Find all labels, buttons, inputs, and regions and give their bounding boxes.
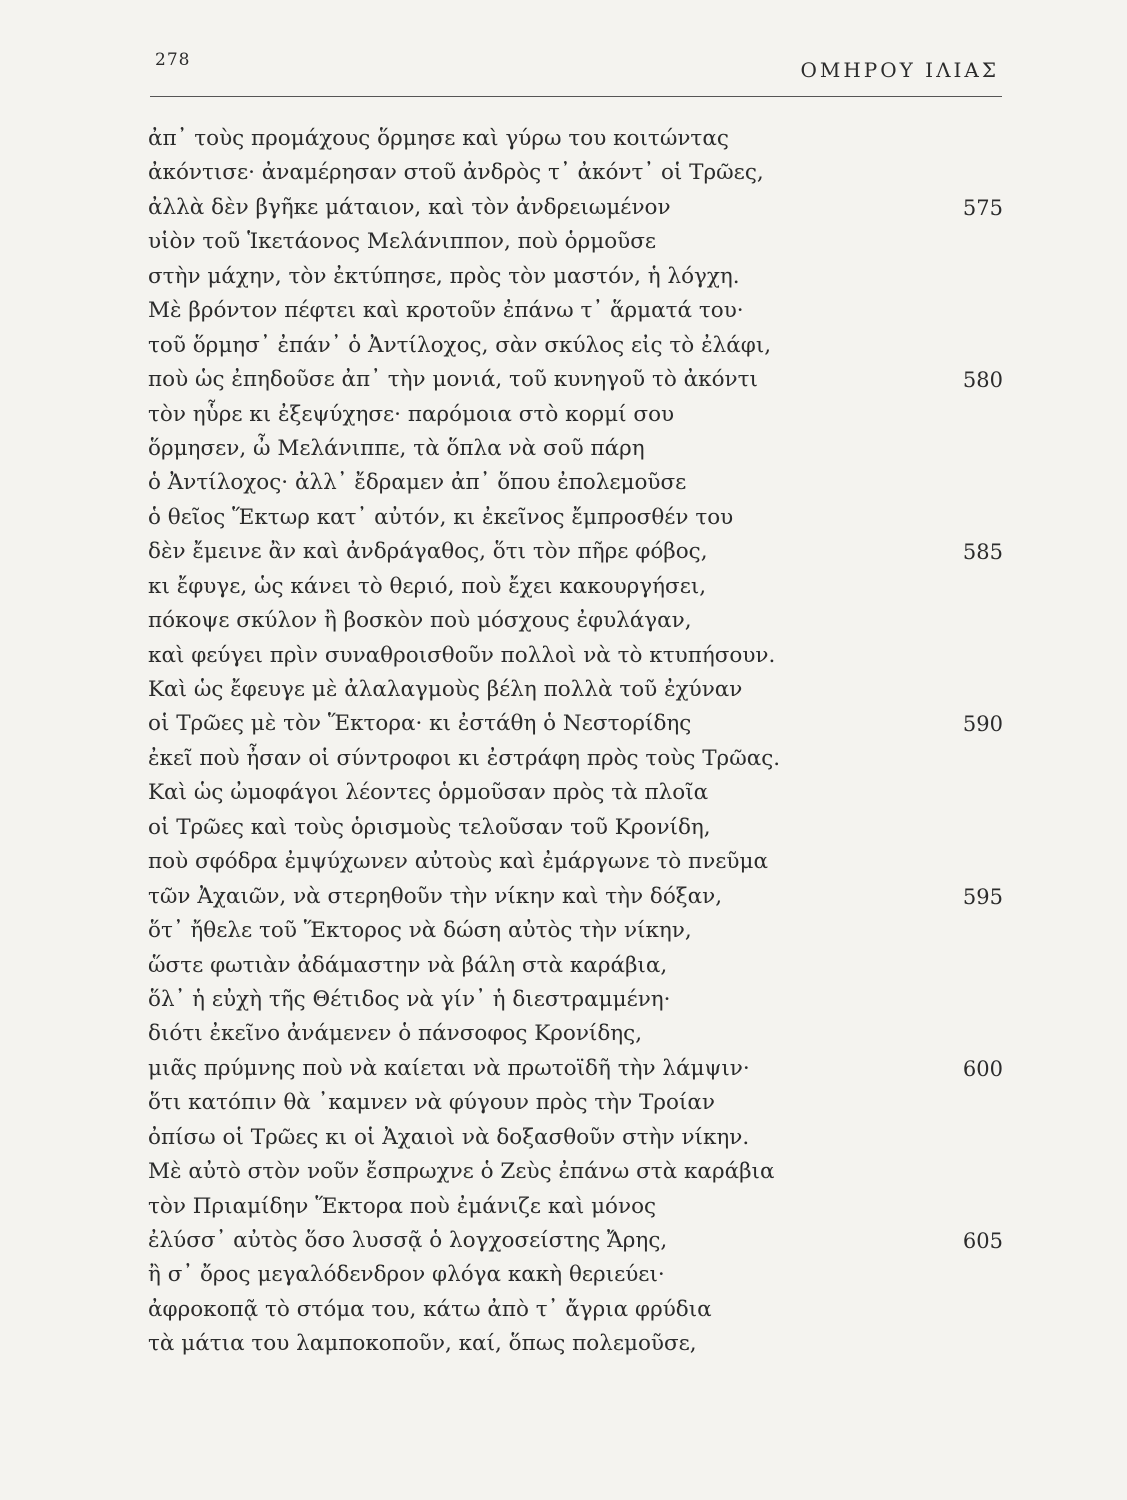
verse-line: [148, 1258, 1003, 1292]
verse-line: [148, 329, 1003, 363]
verse-text: Καὶ ὡς ἔφευγε μὲ ἀλαλαγμοὺς βέλη πολλὰ τοῦ ἐχύναν: [148, 677, 743, 702]
verse-line: [148, 604, 1003, 638]
verse-line: [148, 949, 1003, 983]
verse-text: Μὲ βρόντον πέφτει καὶ κροτοῦν ἐπάνω τ᾽ ἅρματά του·: [148, 298, 744, 324]
verse-line: [148, 983, 1003, 1017]
line-number: 600: [962, 1056, 1003, 1081]
verse-text: ὁ Ἀντίλοχος· ἀλλ᾽ ἔδραμεν ἀπ᾽ ὅπου ἐπολεμοῦσε: [148, 470, 687, 496]
verse-text: ἀφροκοπᾷ τὸ στόμα του, κάτω ἀπὸ τ᾽ ἄγρια φρύδια: [148, 1296, 712, 1322]
verse-text: μιᾶς πρύμνης ποὺ νὰ καίεται νὰ πρωτοϊδῆ τὴν λάμψιν·: [148, 1055, 750, 1081]
verse-line: [148, 1052, 1003, 1086]
verse-line: [148, 1121, 1003, 1155]
verse-line: [148, 1224, 1003, 1258]
verse-line: [148, 811, 1003, 845]
line-number: 580: [962, 368, 1003, 393]
verse-line: [148, 191, 1003, 225]
verse-line: [148, 432, 1003, 466]
header-rule: [150, 96, 1002, 97]
verse-text: ὥστε φωτιὰν ἀδάμαστην νὰ βάλη στὰ καράβια,: [148, 952, 668, 978]
verse-text: κι ἔφυγε, ὡς κάνει τὸ θεριό, ποὺ ἔχει κακουργήσει,: [148, 573, 707, 599]
verse-text: Μὲ αὐτὸ στὸν νοῦν ἔσπρωχνε ὁ Ζεὺς ἐπάνω στὰ καράβια: [148, 1159, 775, 1185]
verse-text: ὅρμησεν, ὦ Μελάνιππε, τὰ ὅπλα νὰ σοῦ πάρη: [148, 435, 645, 461]
verse-line: [148, 1086, 1003, 1120]
line-number: 595: [962, 884, 1003, 909]
verse-line: [148, 1327, 1003, 1361]
verse-text: ἀλλὰ δὲν βγῆκε μάταιον, καὶ τὸν ἀνδρειωμένον: [148, 194, 671, 220]
verse-text: ὅλ᾽ ἡ εὐχὴ τῆς Θέτιδος νὰ γίν᾽ ἡ διεστραμμένη·: [148, 986, 671, 1012]
verse-line: [148, 1190, 1003, 1224]
verse-text: ὁ θεῖος Ἕκτωρ κατ᾽ αὐτόν, κι ἐκεῖνος ἔμπροσθέν του: [148, 504, 734, 530]
verse-line: [148, 845, 1003, 879]
verse-text: τὰ μάτια του λαμποκοποῦν, καί, ὅπως πολεμοῦσε,: [148, 1331, 697, 1357]
verse-line: [148, 466, 1003, 500]
verse-text: οἱ Τρῶες καὶ τοὺς ὁρισμοὺς τελοῦσαν τοῦ Κρονίδη,: [148, 814, 711, 840]
verse-text: διότι ἐκεῖνο ἀνάμενεν ὁ πάνσοφος Κρονίδης,: [148, 1021, 643, 1047]
verse-text: ὅτ᾽ ἤθελε τοῦ Ἕκτορος νὰ δώση αὐτὸς τὴν νίκην,: [148, 918, 692, 944]
verse-text: ποὺ ὡς ἐπηδοῦσε ἀπ᾽ τὴν μονιά, τοῦ κυνηγοῦ τὸ ἀκόντι: [148, 367, 758, 393]
verse-line: [148, 707, 1003, 741]
verse-text: τῶν Ἀχαιῶν, νὰ στερηθοῦν τὴν νίκην καὶ τὴν δόξαν,: [148, 883, 723, 909]
verse-line: [148, 294, 1003, 328]
verse-text: τὸν Πριαμίδην Ἕκτορα ποὺ ἐμάνιζε καὶ μόνος: [148, 1193, 657, 1219]
verse-line: [148, 1293, 1003, 1327]
verse-line: [148, 1017, 1003, 1051]
verse-text: Καὶ ὡς ὠμοφάγοι λέοντες ὁρμοῦσαν πρὸς τὰ πλοῖα: [148, 780, 709, 806]
verse-line: [148, 156, 1003, 190]
verse-text: δὲν ἔμεινε ἂν καὶ ἀνδράγαθος, ὅτι τὸν πῆρε φόβος,: [148, 539, 708, 565]
verse-line: [148, 673, 1003, 707]
verse-line: [148, 260, 1003, 294]
verse-line: [148, 225, 1003, 259]
verse-line: [148, 535, 1003, 569]
verse-line: [148, 914, 1003, 948]
verse-line: [148, 776, 1003, 810]
running-title: ΟΜΗΡΟΥ ΙΛΙΑΣ: [800, 58, 999, 82]
verse-text: ἐλύσσ᾽ αὐτὸς ὅσο λυσσᾷ ὁ λογχοσείστης Ἄρης,: [148, 1228, 668, 1253]
verse-text: τοῦ ὅρμησ᾽ ἐπάν᾽ ὁ Ἀντίλοχος, σὰν σκύλος εἰς τὸ ἐλάφι,: [148, 332, 772, 358]
verse-text: ἀπ᾽ τοὺς προμάχους ὅρμησε καὶ γύρω του κοιτώντας: [148, 126, 729, 151]
verse-text: πόκοψε σκύλον ἢ βοσκὸν ποὺ μόσχους ἐφυλάγαν,: [148, 608, 692, 634]
verse-text: ὀπίσω οἱ Τρῶες κι οἱ Ἀχαιοὶ νὰ δοξασθοῦν στὴν νίκην.: [148, 1124, 750, 1150]
verse-text: ἐκεῖ ποὺ ἦσαν οἱ σύντροφοι κι ἐστράφη πρὸς τοὺς Τρῶας.: [148, 745, 781, 771]
verse-line: [148, 570, 1003, 604]
verse-text: καὶ φεύγει πρὶν συναθροισθοῦν πολλοὶ νὰ τὸ κτυπήσουν.: [148, 642, 776, 668]
page-number: 278: [155, 50, 191, 70]
verse-line: [148, 742, 1003, 776]
verse-text: ὅτι κατόπιν θὰ ᾽καμνεν νὰ φύγουν πρὸς τὴν Τροίαν: [148, 1090, 715, 1116]
verse-line: [148, 1155, 1003, 1189]
verse-line: [148, 639, 1003, 673]
verse-text: στὴν μάχην, τὸν ἐκτύπησε, πρὸς τὸν μαστόν, ἡ λόγχη.: [148, 263, 740, 289]
verse-text: ἀκόντισε· ἀναμέρησαν στοῦ ἀνδρὸς τ᾽ ἀκόντ᾽ οἱ Τρῶες,: [148, 160, 764, 186]
verse-line: [148, 880, 1003, 914]
verse-list: [148, 122, 1003, 1362]
verse-text: οἱ Τρῶες μὲ τὸν Ἕκτορα· κι ἐστάθη ὁ Νεστορίδης: [148, 711, 692, 737]
line-number: 575: [962, 195, 1003, 220]
verse-text: τὸν ηὗρε κι ἐξεψύχησε· παρόμοια στὸ κορμί σου: [148, 401, 675, 427]
verse-line: [148, 363, 1003, 397]
verse-line: [148, 398, 1003, 432]
line-number: 605: [962, 1229, 1003, 1253]
verse-text: ἢ σ᾽ ὄρος μεγαλόδενδρον φλόγα κακὴ θεριεύει·: [148, 1262, 665, 1288]
verse-line: [148, 501, 1003, 535]
verse-text: υἱὸν τοῦ Ἱκετάονος Μελάνιππον, ποὺ ὁρμοῦσε: [148, 229, 657, 255]
verse-line: [148, 122, 1003, 156]
verse-text: ποὺ σφόδρα ἐμψύχωνεν αὐτοὺς καὶ ἐμάργωνε τὸ πνεῦμα: [148, 849, 768, 875]
line-number: 590: [962, 712, 1003, 737]
line-number: 585: [962, 540, 1003, 565]
